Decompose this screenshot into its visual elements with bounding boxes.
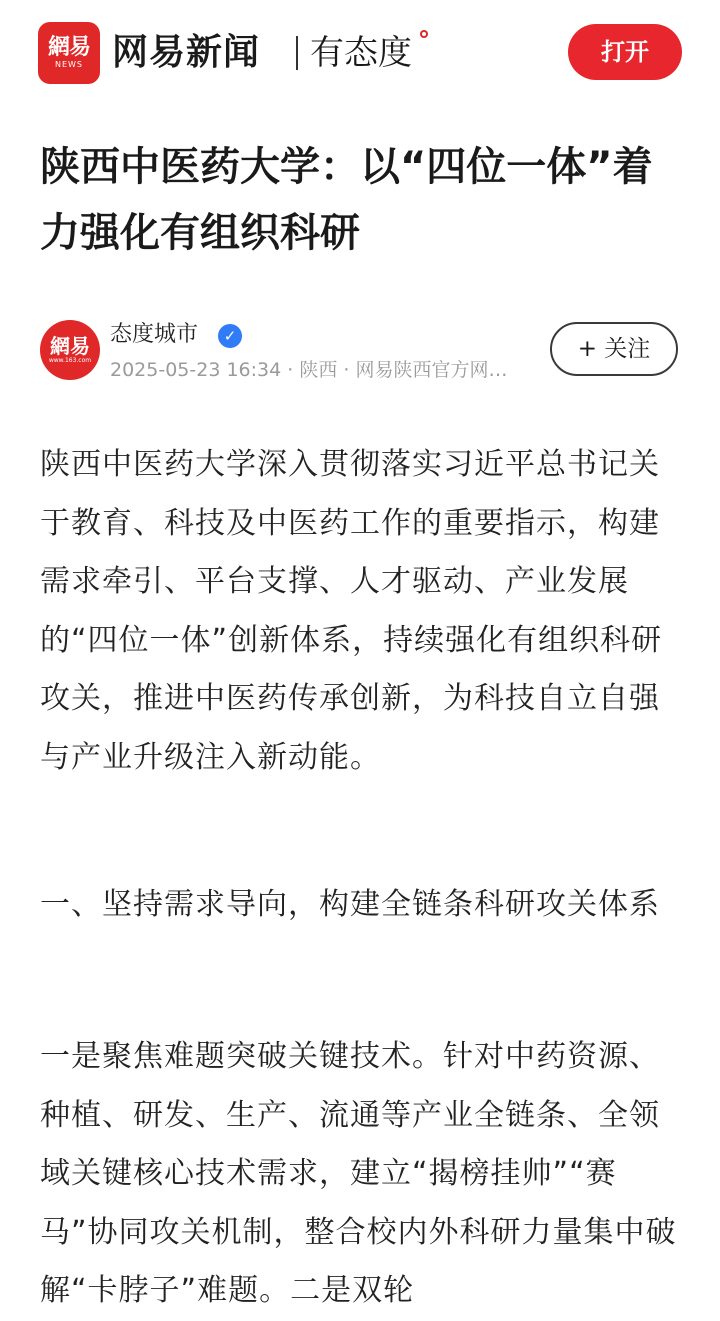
- brand-divider: [296, 36, 298, 70]
- follow-button[interactable]: + 关注: [550, 322, 678, 376]
- article-section-heading: 一、坚持需求导向，构建全链条科研攻关体系: [40, 887, 660, 922]
- author-avatar[interactable]: [40, 320, 100, 380]
- verified-check-icon: ✓: [218, 324, 242, 348]
- avatar-text: 網易: [50, 334, 90, 358]
- article-paragraph-2: 一是聚焦难题突破关键技术。针对中药资源、种植、研发、生产、流通等产业全链条、全领域关键核心技术需求，建立“揭榜挂帅”“赛马”协同攻关机制，整合校内外科研力量集中破解“卡脖子”难题。二是双轮: [40, 1039, 677, 1308]
- app-header: [0, 0, 720, 108]
- article-paragraph-1: 陕西中医药大学深入贯彻落实习近平总书记关于教育、科技及中医药工作的重要指示，构建需求牵引、平台支撑、人才驱动、产业发展的“四位一体”创新体系，持续强化有组织科研攻关，推进中医药传承创新，为科技自立自强与产业升级注入新动能。: [40, 447, 663, 775]
- brand-slogan: 有态度: [310, 33, 412, 73]
- logo-text: 網易: [47, 35, 90, 60]
- article-title: 陕西中医药大学：以“四位一体”着力强化有组织科研: [40, 144, 653, 256]
- brand-name: 网易新闻: [112, 32, 261, 73]
- slogan-dot-icon: [420, 30, 428, 38]
- article-meta: 2025-05-23 16:34 · 陕西 · 网易陕西官方网…: [110, 359, 508, 381]
- netease-news-logo[interactable]: [38, 22, 100, 84]
- open-app-button[interactable]: 打开: [568, 24, 682, 80]
- author-name[interactable]: 态度城市: [110, 322, 199, 347]
- logo-subtext: NEWS: [54, 60, 84, 69]
- avatar-subtext: www.163.com: [48, 357, 92, 364]
